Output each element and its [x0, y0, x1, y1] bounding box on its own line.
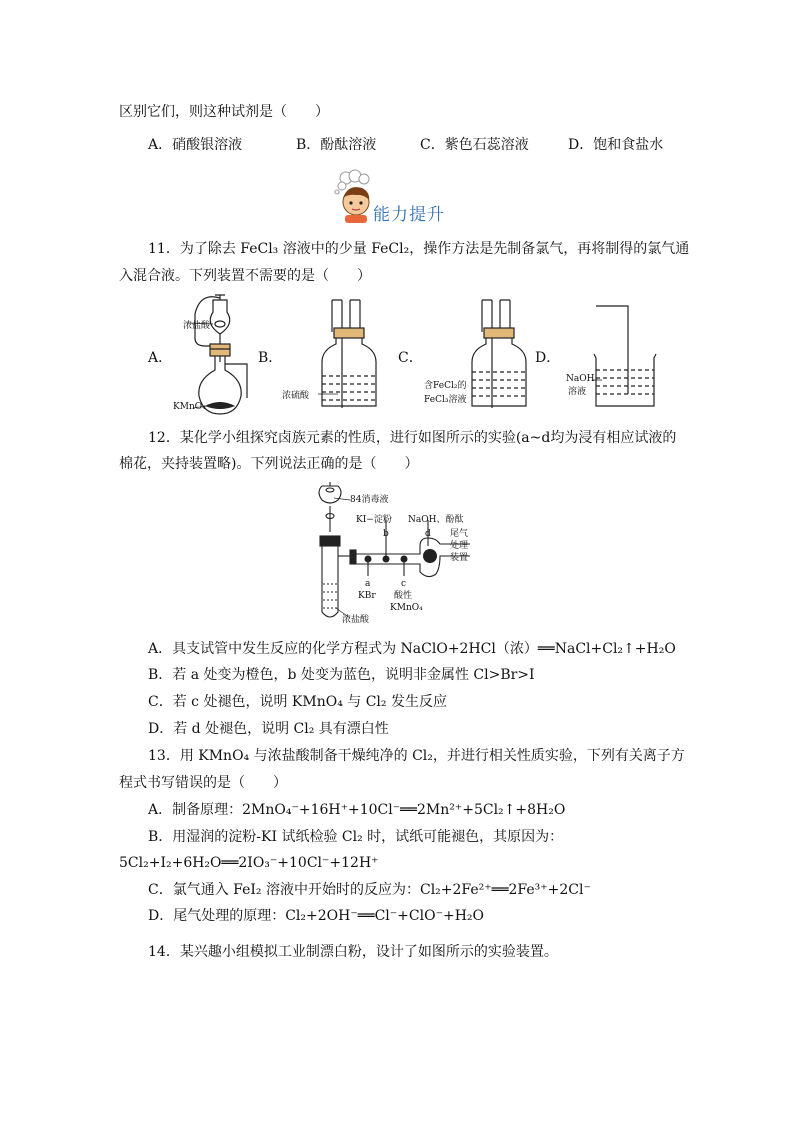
label-a: a [365, 579, 371, 589]
q13-option-a: A．制备原理：2MnO₄⁻+16H⁺+10Cl⁻══2Mn²⁺+5Cl₂↑+8H₂O [148, 802, 566, 818]
label-tail-1: 尾气 [450, 529, 469, 539]
label-naoh-phenolphthalein: NaOH、酚酞 [408, 515, 464, 525]
apparatus-b-label [282, 388, 327, 402]
label-ki-starch: KI−淀粉 [356, 515, 392, 525]
q12-stem-line2: 棉花，夹持装置略)。下列说法正确的是（ ） [119, 456, 419, 472]
label-tail-2: 处理 [450, 541, 469, 551]
q13-option-b-equation: 5Cl₂+I₂+6H₂O══2IO₃⁻+10Cl⁻+12H⁺ [119, 855, 379, 871]
svg-text:FeCl₃溶液: FeCl₃溶液 [424, 395, 467, 405]
q11-letter-c: C． [398, 350, 423, 366]
label-tail-3: 装置 [450, 553, 469, 563]
label-d: d [425, 529, 431, 539]
label-conc-hcl: 浓盐酸 [342, 615, 370, 625]
q13-option-c: C．氯气通入 FeI₂ 溶液中开始时的反应为：Cl₂+2Fe²⁺══2Fe³⁺+2Cl⁻ [148, 882, 591, 898]
apparatus-c-label [424, 378, 479, 408]
q12-option-a: A．具支试管中发生反应的化学方程式为 NaClO+2HCl（浓）══NaCl+Cl₂↑+H₂O [148, 641, 676, 657]
q14-stem-line1: 14．某兴趣小组模拟工业制漂白粉，设计了如图所示的实验装置。 [148, 944, 558, 960]
q10-option-b: B．酚酞溶液 [296, 137, 377, 153]
q12-option-d: D．若 d 处褪色，说明 Cl₂ 具有漂白性 [148, 721, 389, 737]
svg-text:KMnO₄: KMnO₄ [173, 402, 206, 412]
svg-text:浓硫酸: 浓硫酸 [282, 391, 310, 401]
q12-option-b: B．若 a 处变为橙色，b 处变为蓝色，说明非金属性 Cl>Br>I [148, 667, 535, 683]
apparatus-a-label-kmno4 [173, 399, 218, 413]
q11-stem-line1: 11．为了除去 FeCl₃ 溶液中的少量 FeCl₂，操作方法是先制备氯气，再将制得的氯气通 [148, 241, 690, 257]
svg-text:含FeCl₂的: 含FeCl₂的 [424, 381, 467, 391]
q10-option-c: C．紫色石蕊溶液 [420, 137, 529, 153]
q11-stem-line2: 入混合液。下列装置不需要的是（ ） [119, 268, 371, 284]
svg-text:NaOH: NaOH [566, 374, 595, 384]
question-10-tail: 区别它们，则这种试剂是（ ） [119, 104, 329, 120]
apparatus-a-label-acid [183, 318, 228, 332]
q11-letter-b: B． [258, 350, 283, 366]
section-title: 能力提升 [373, 205, 445, 225]
q13-option-b: B．用湿润的淀粉-KI 试纸检验 Cl₂ 时，试纸可能褪色，其原因为： [148, 829, 564, 845]
q13-option-d: D．尾气处理的原理：Cl₂+2OH⁻══Cl⁻+ClO⁻+H₂O [148, 908, 484, 924]
q10-option-d: D．饱和食盐水 [568, 137, 664, 153]
apparatus-b-bottle [318, 298, 378, 412]
label-kmno4: KMnO₄ [390, 603, 423, 613]
q11-letter-a: A． [148, 350, 173, 366]
label-84-bleach: 84消毒液 [350, 495, 389, 505]
label-b: b [383, 529, 389, 539]
q13-stem-line1: 13．用 KMnO₄ 与浓盐酸制备干燥纯净的 Cl₂，并进行相关性质实验，下列有关离子方 [148, 748, 685, 764]
q10-option-a: A．硝酸银溶液 [148, 137, 243, 153]
q12-stem-line1: 12．某化学小组探究卤族元素的性质，进行如图所示的实验(a~d均为浸有相应试液的 [148, 430, 677, 446]
apparatus-d-label [566, 372, 602, 400]
q12-option-c: C．若 c 处褪色，说明 KMnO₄ 与 Cl₂ 发生反应 [148, 694, 447, 710]
svg-text:溶液: 溶液 [568, 387, 587, 397]
q11-letter-d: D． [535, 350, 561, 366]
label-acidic: 酸性 [394, 591, 413, 601]
q13-stem-line2: 程式书写错误的是（ ） [119, 775, 287, 791]
svg-text:浓盐酸: 浓盐酸 [183, 321, 211, 331]
q12-apparatus-diagram [310, 480, 490, 626]
label-kbr: KBr [358, 591, 376, 601]
label-c: c [401, 579, 407, 589]
